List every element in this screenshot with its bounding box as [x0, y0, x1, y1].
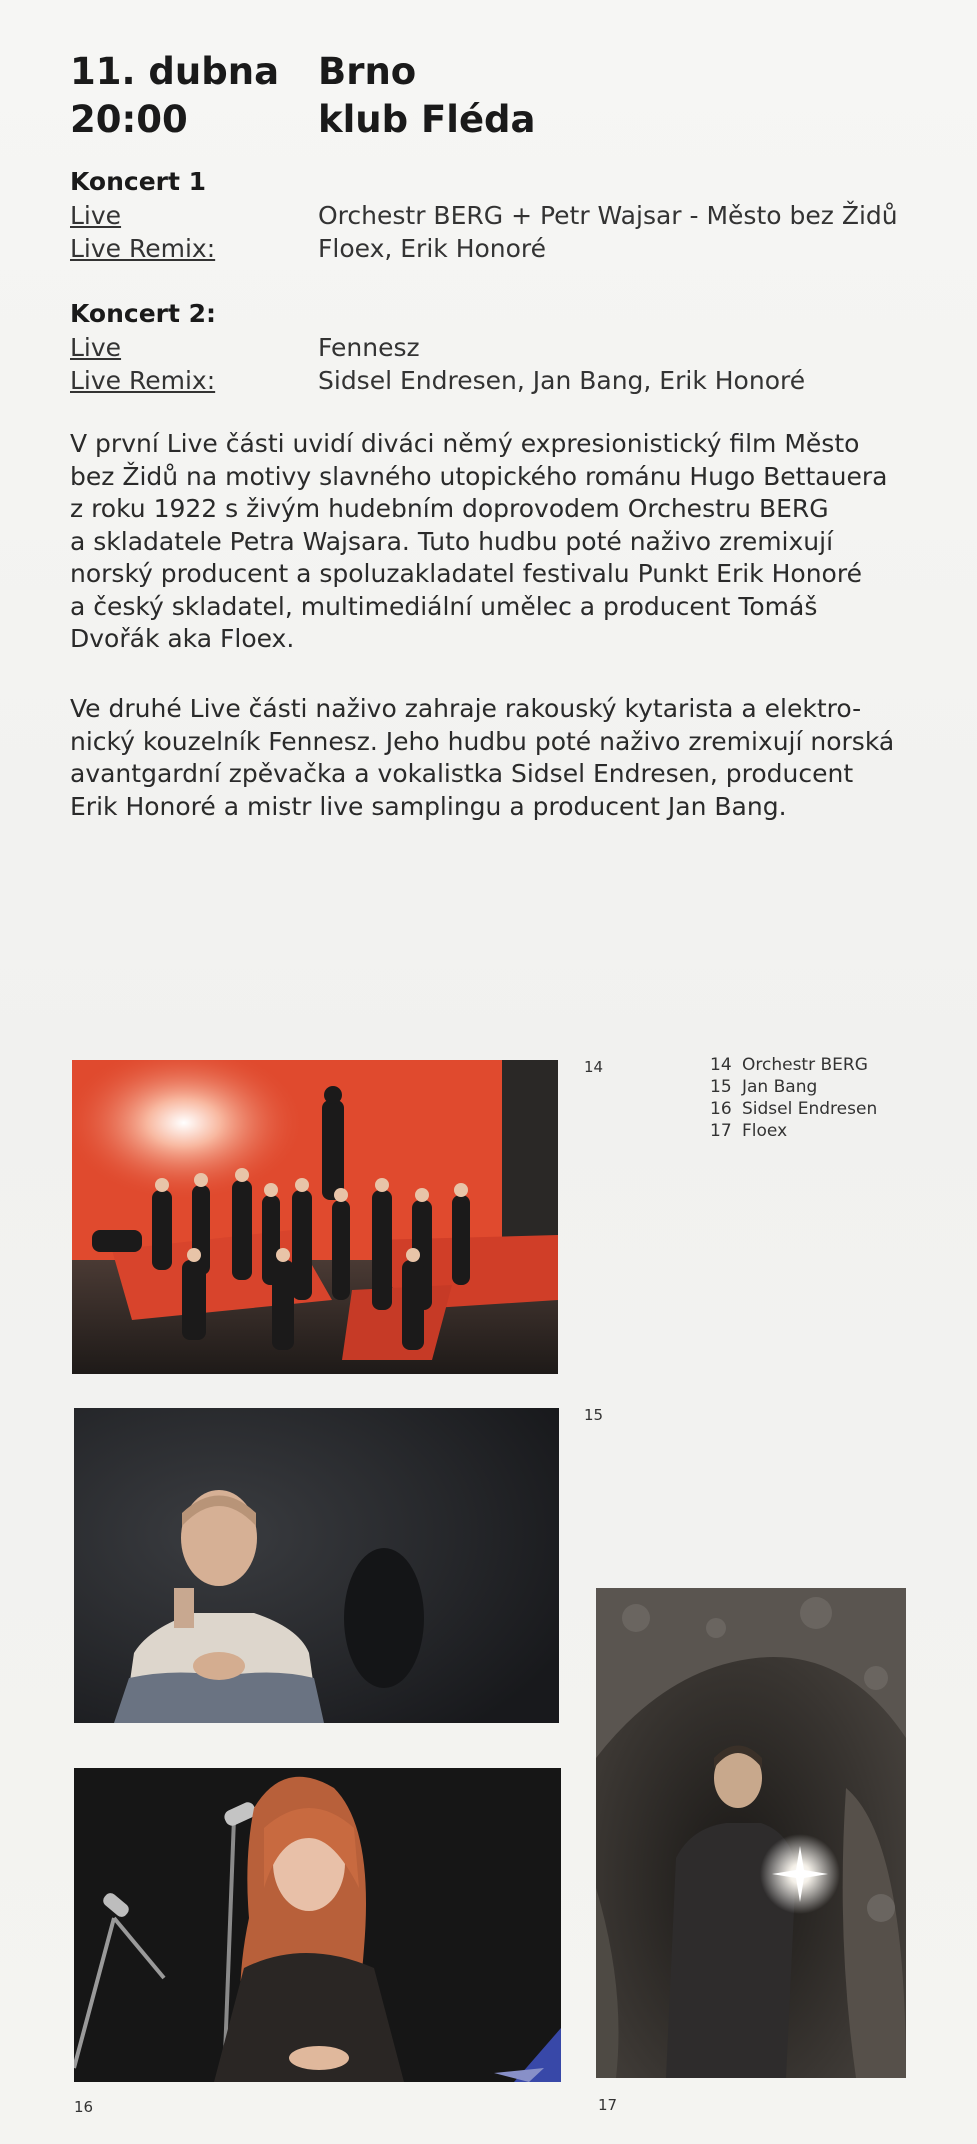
event-datetime — [70, 48, 279, 144]
concert-1-live-label: Live — [70, 201, 122, 230]
concert-2-remix-value: Sidsel Endresen, Jan Bang, Erik Honoré — [318, 366, 806, 395]
paragraph-line: a skladatele Petra Wajsara. Tuto hudbu poté naživo zremixují — [70, 526, 834, 556]
paragraph-line: Erik Honoré a mistr live samplingu a producent Jan Bang. — [70, 791, 787, 821]
event-date: 11. dubna — [70, 50, 280, 93]
paragraph-line: nický kouzelník Fennesz. Jeho hudbu poté naživo zremixují norská — [70, 726, 895, 756]
concert-1-live-value: Orchestr BERG + Petr Wajsar - Město bez Židů — [318, 201, 898, 230]
legend-number: 17 — [710, 1121, 732, 1141]
photo-number-14: 14 — [584, 1058, 604, 1076]
paragraph-line: V první Live části uvidí diváci němý expresionistický film Město — [70, 429, 860, 458]
paragraph-line: avantgardní zpěvačka a vokalistka Sidsel Endresen, producent — [70, 759, 854, 788]
legend-item — [710, 1076, 877, 1098]
legend-number: 14 — [710, 1055, 732, 1075]
paragraph-line: bez Židů na motivy slavného utopického románu Hugo Bettauera — [70, 461, 888, 491]
photo-number-17: 17 — [598, 2096, 618, 2114]
legend-name: Floex — [742, 1121, 788, 1141]
description-paragraph-2 — [70, 693, 930, 823]
legend-name: Jan Bang — [742, 1077, 818, 1097]
concert-1-remix-label: Live Remix: — [70, 234, 216, 263]
concert-1-remix-value: Floex, Erik Honoré — [318, 234, 547, 263]
event-location — [318, 48, 536, 144]
photo-jan-bang — [74, 1408, 559, 1723]
paragraph-line: a český skladatel, multimediální umělec a producent Tomáš — [70, 591, 818, 621]
event-venue: klub Fléda — [318, 98, 536, 141]
photo-number-15: 15 — [584, 1406, 604, 1424]
legend-number: 15 — [710, 1077, 732, 1097]
paragraph-line: Dvořák aka Floex. — [70, 624, 295, 653]
paragraph-line: z roku 1922 s živým hudebním doprovodem Orchestru BERG — [70, 494, 829, 523]
concert-2-remix-label: Live Remix: — [70, 366, 216, 395]
photo-legend — [710, 1054, 877, 1142]
description-paragraph-1 — [70, 428, 930, 656]
photo-number-16: 16 — [74, 2098, 94, 2116]
concert-2-live-label: Live — [70, 333, 122, 362]
legend-number: 16 — [710, 1099, 732, 1119]
photo-sidsel-endresen — [74, 1768, 561, 2082]
photo-floex — [596, 1588, 906, 2078]
concert-1-title: Koncert 1 — [70, 167, 207, 196]
legend-item — [710, 1120, 877, 1142]
event-time: 20:00 — [70, 98, 188, 141]
photo-orchestr-berg — [72, 1060, 558, 1374]
legend-item — [710, 1054, 877, 1076]
legend-name: Orchestr BERG — [742, 1055, 868, 1075]
paragraph-line: Ve druhé Live části naživo zahraje rakouský kytarista a elektro- — [70, 694, 862, 723]
concert-2-title: Koncert 2: — [70, 299, 217, 328]
legend-item — [710, 1098, 877, 1120]
event-city: Brno — [318, 50, 417, 93]
concert-2-live-value: Fennesz — [318, 333, 420, 362]
legend-name: Sidsel Endresen — [742, 1099, 878, 1119]
paragraph-line: norský producent a spoluzakladatel festivalu Punkt Erik Honoré — [70, 559, 862, 588]
